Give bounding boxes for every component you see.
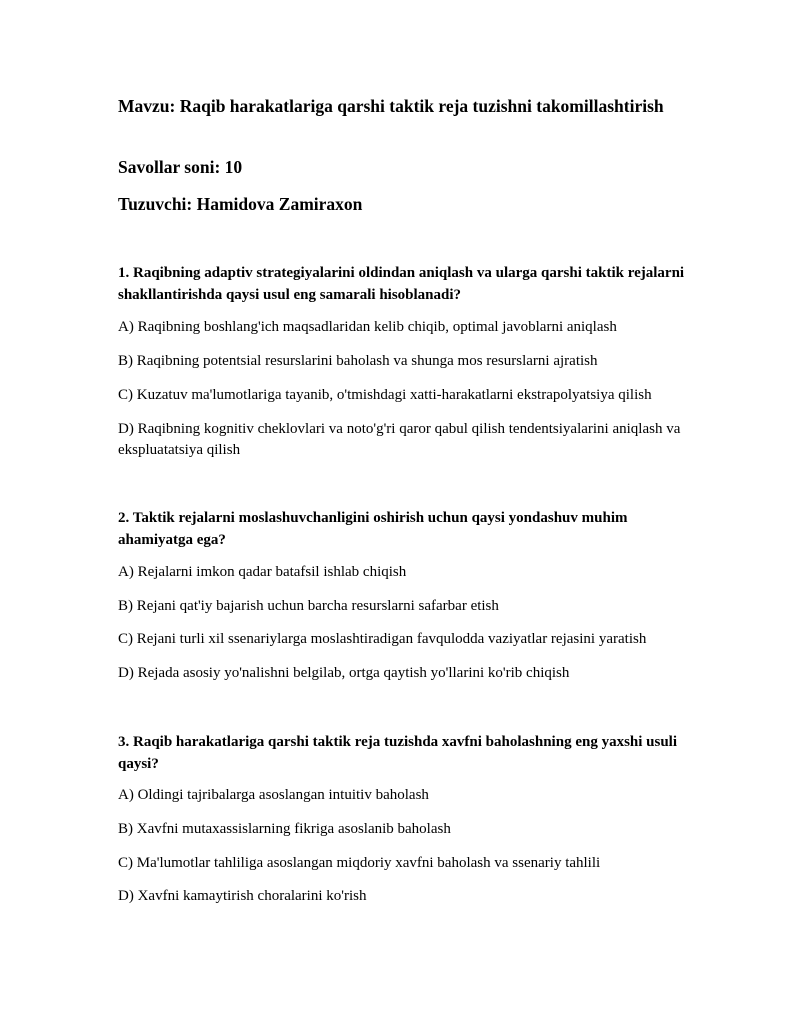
question-3-title: 3. Raqib harakatlariga qarshi taktik reja tuzishda xavfni baholashning eng yaxshi usuli qaysi? xyxy=(118,734,678,772)
question-2-title: 2. Taktik rejalarni moslashuvchanligini oshirish uchun qaysi yondashuv muhim ahamiyatga ega? xyxy=(118,510,628,548)
question-count: Savollar soni: 10 xyxy=(118,157,243,177)
question-1-option-a: A) Raqibning boshlang'ich maqsadlaridan kelib chiqib, optimal javoblarni aniqlash xyxy=(118,319,617,335)
question-1-title: 1. Raqibning adaptiv strategiyalarini oldindan aniqlash va ularga qarshi taktik rejalarni shakllantirishda qaysi usul eng samarali hisoblanadi? xyxy=(118,265,685,303)
question-1-option-d: D) Raqibning kognitiv cheklovlari va noto'g'ri qaror qabul qilish tendentsiyalarini aniqlash va ekspluatatsiya qilish xyxy=(118,421,681,458)
question-2-option-c: C) Rejani turli xil ssenariylarga moslashtiradigan favqulodda vaziyatlar rejasini yaratish xyxy=(118,631,647,647)
question-3-option-d: D) Xavfni kamaytirish choralarini ko'rish xyxy=(118,888,367,904)
question-1-option-b: B) Raqibning potentsial resurslarini baholash va shunga mos resurslarni ajratish xyxy=(118,353,598,369)
question-2-option-a: A) Rejalarni imkon qadar batafsil ishlab chiqish xyxy=(118,564,407,580)
question-2-option-b: B) Rejani qat'iy bajarish uchun barcha resurslarni safarbar etish xyxy=(118,598,499,614)
question-3-option-c: C) Ma'lumotlar tahliliga asoslangan miqdoriy xavfni baholash va ssenariy tahlili xyxy=(118,855,601,871)
author-line: Tuzuvchi: Hamidova Zamiraxon xyxy=(118,194,363,214)
question-2-option-d: D) Rejada asosiy yo'nalishni belgilab, ortga qaytish yo'llarini ko'rib chiqish xyxy=(118,665,570,681)
question-3-option-a: A) Oldingi tajribalarga asoslangan intuitiv baholash xyxy=(118,787,429,803)
question-1-option-c: C) Kuzatuv ma'lumotlariga tayanib, o'tmishdagi xatti-harakatlarni ekstrapolyatsiya qilish xyxy=(118,387,652,403)
question-3-option-b: B) Xavfni mutaxassislarning fikriga asoslanib baholash xyxy=(118,821,451,837)
topic-heading: Mavzu: Raqib harakatlariga qarshi taktik reja tuzishni takomillashtirish xyxy=(118,96,664,116)
